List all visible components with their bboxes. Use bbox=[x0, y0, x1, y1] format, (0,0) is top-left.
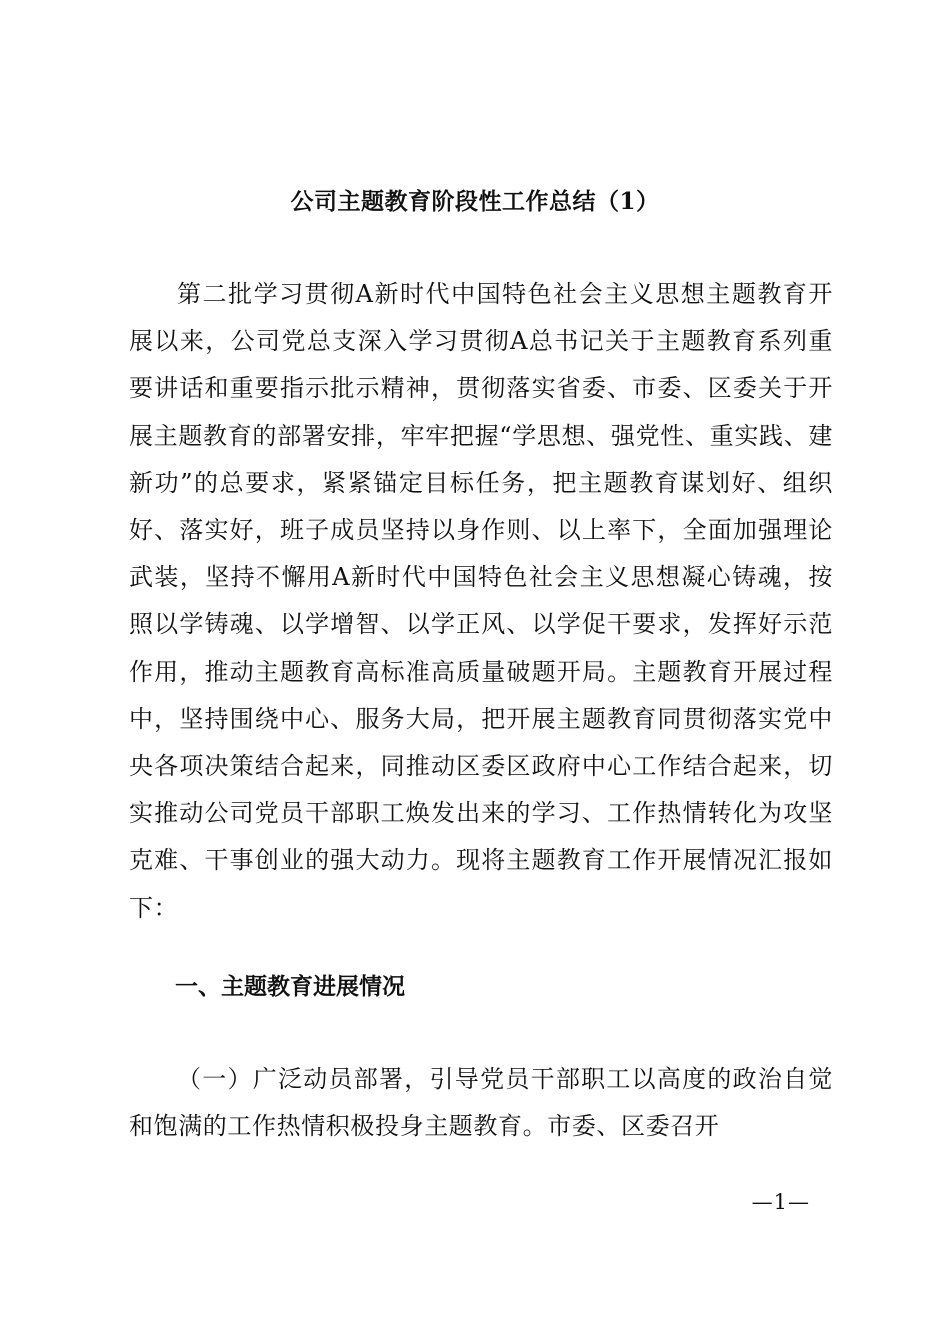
document-title: 公司主题教育阶段性工作总结（1） bbox=[290, 188, 660, 215]
body-paragraph-intro: 第二批学习贯彻A新时代中国特色社会主义思想主题教育开展以来，公司党总支深入学习贯彻A总书记关于主题教育系列重要讲话和重要指示批示精神，贯彻落实省委、市委、区委关于开展主题教育的部署安排，牢牢把握“学思想、强党性、重实践、建新功”的总要求，紧紧锚定目标任务，把主题教育谋划好、组织好、落实好，班子成员坚持以身作则、以上率下，全面加强理论武装，坚持不懈用A新时代中国特色社会主义思想凝心铸魂，按照以学铸魂、以学增智、以学正风、以学促干要求，发挥好示范作用，推动主题教育高标准高质量破题开局。主题教育开展过程中，坚持围绕中心、服务大局，把开展主题教育同贯彻落实党中央各项决策结合起来，同推动区委区政府中心工作结合起来，切实推动公司党员干部职工焕发出来的学习、工作热情转化为攻坚克难、干事创业的强大动力。现将主题教育工作开展情况汇报如下： bbox=[129, 280, 833, 922]
section-heading-progress: 一、主题教育进展情况 bbox=[175, 974, 405, 1000]
body-paragraph-mobilization: （一）广泛动员部署，引导党员干部职工以高度的政治自觉和饱满的工作热情积极投身主题教育。市委、区委召开 bbox=[129, 1065, 833, 1141]
page-number: —1— bbox=[751, 1190, 810, 1214]
